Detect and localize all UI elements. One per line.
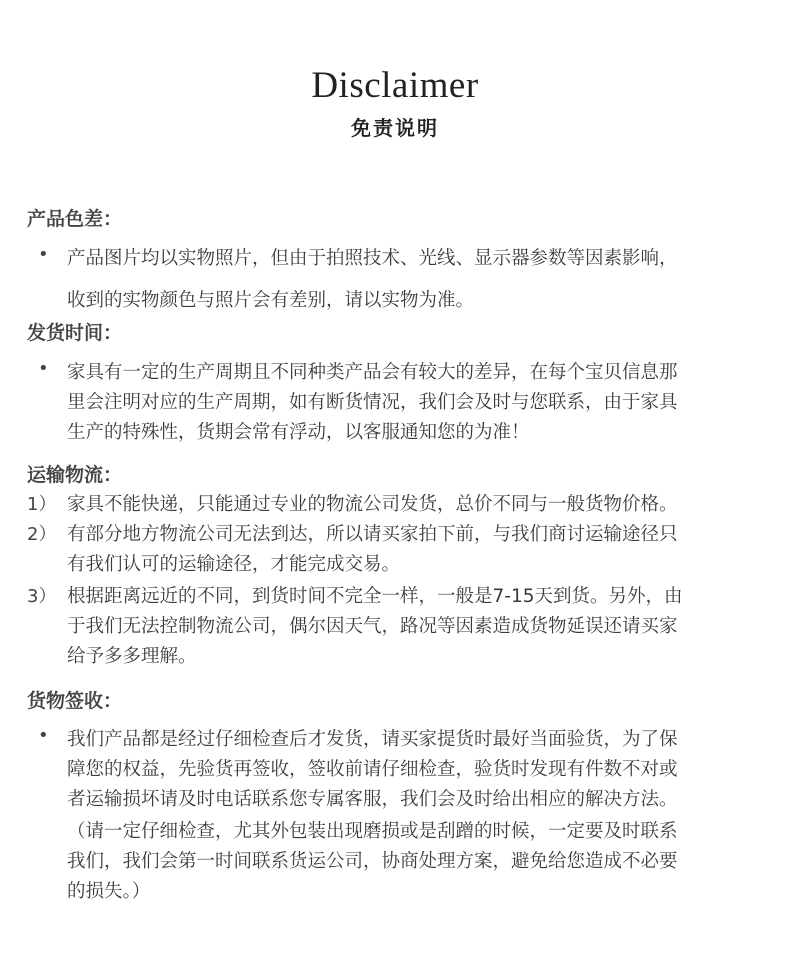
- page-title: Disclaimer: [311, 65, 479, 106]
- list-item-text-line: 有部分地方物流公司无法到达，所以请买家拍下前，与我们商讨运输途径只: [67, 524, 678, 545]
- list-item-text-line: 根据距离远近的不同，到货时间不完全一样，一般是7-15天到货。另外，由: [67, 586, 683, 607]
- list-item-text-line: 产品图片均以实物照片，但由于拍照技术、光线、显示器参数等因素影响，: [67, 248, 678, 269]
- list-number: 3）: [27, 586, 57, 607]
- list-item-text-line: 的损失。）: [67, 881, 151, 902]
- list-item-text-line: 家具有一定的生产周期且不同种类产品会有较大的差异，在每个宝贝信息那: [67, 362, 678, 383]
- page-subtitle: 免责说明: [351, 116, 439, 140]
- list-item-text-line: 收到的实物颜色与照片会有差别，请以实物为准。: [67, 290, 475, 311]
- bullet-icon: •: [38, 244, 49, 265]
- section-heading: 运输物流：: [27, 464, 123, 486]
- section-heading: 产品色差：: [27, 208, 123, 230]
- section-heading: 货物签收：: [27, 690, 123, 712]
- list-item-text-line: 我们产品都是经过仔细检查后才发货，请买家提货时最好当面验货，为了保: [67, 729, 678, 750]
- list-item-text-line: 障您的权益，先验货再签收，签收前请仔细检查，验货时发现有件数不对或: [67, 759, 678, 780]
- list-item-text-line: 有我们认可的运输途径，才能完成交易。: [67, 554, 401, 575]
- list-number: 2）: [27, 524, 57, 545]
- bullet-icon: •: [38, 358, 49, 379]
- section-heading: 发货时间：: [27, 322, 123, 344]
- list-item-text-line: 我们，我们会第一时间联系货运公司，协商处理方案，避免给您造成不必要: [67, 851, 678, 872]
- list-item-text-line: 生产的特殊性，货期会常有浮动，以客服通知您的为准！: [67, 422, 530, 443]
- list-item-text-line: 给予多多理解。: [67, 646, 197, 667]
- list-item-text-line: 者运输损坏请及时电话联系您专属客服，我们会及时给出相应的解决方法。: [67, 789, 678, 810]
- list-item-text-line: （请一定仔细检查，尤其外包装出现磨损或是刮蹭的时候，一定要及时联系: [67, 821, 678, 842]
- list-item-text-line: 里会注明对应的生产周期，如有断货情况，我们会及时与您联系，由于家具: [67, 392, 678, 413]
- list-number: 1）: [27, 494, 57, 515]
- list-item-text-line: 家具不能快递，只能通过专业的物流公司发货，总价不同与一般货物价格。: [67, 494, 678, 515]
- list-item-text-line: 于我们无法控制物流公司，偶尔因天气，路况等因素造成货物延误还请买家: [67, 616, 678, 637]
- bullet-icon: •: [38, 725, 49, 746]
